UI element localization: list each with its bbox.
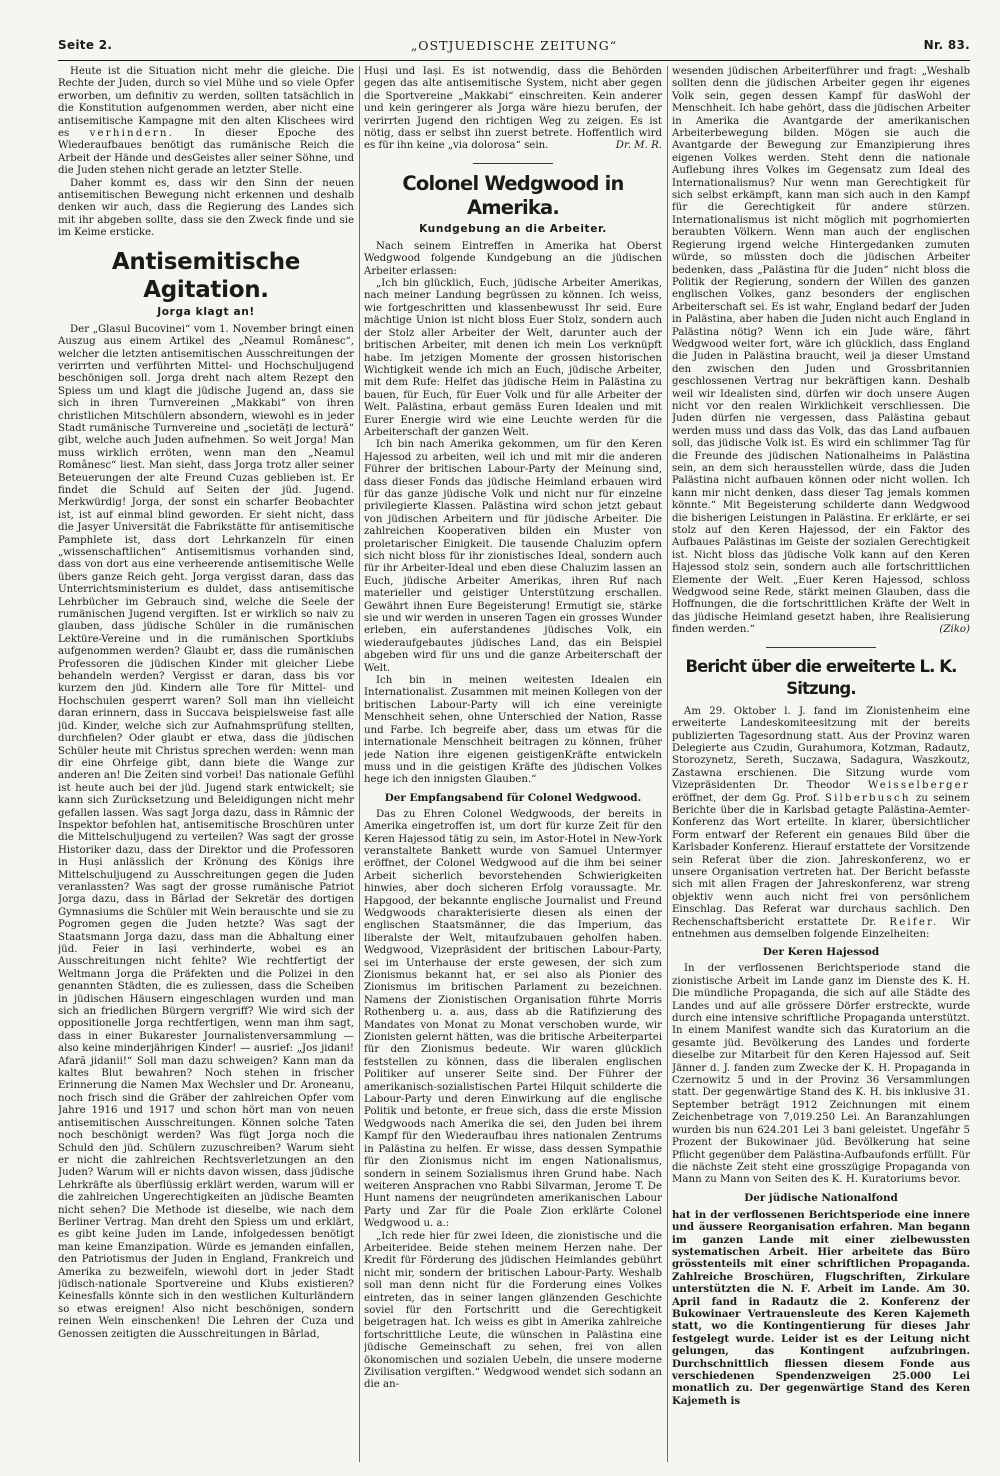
page-header — [58, 26, 970, 56]
column-rule-1 — [359, 66, 360, 1462]
separator — [473, 163, 553, 164]
headline-wedgwood: Colonel Wedgwood in Amerika. — [402, 171, 624, 219]
column-3 — [672, 66, 970, 1464]
paragraph: „Ich rede hier für zwei Ideen, die zionistische und die Arbeiteridee. Beide stehen meinem Herzen nahe. Der Kredit für Förderung des jüdischen Heimlandes gebührt nicht mir, sondern der britischen Labour-Party. Weshalb soll man denn nicht für die Forderung eines Volkes eintreten, das in seiner langen glänzenden Geschichte soviel für den Fortschritt und die Gerechtigkeit beigetragen hat. Ich weiss es gibt in Amerika zahlreiche fortschrittliche Leute, die wünschen in Palästina eine jüdische Gemeinschaft zu sehen, frei von allen ökonomischen und sozialen Uebeln, die unsere moderne Zivilisation vergiften.“ Wedgwood wendet sich sodann an die an- — [364, 1230, 662, 1391]
continued-paragraph: wesenden jüdischen Arbeiterführer und fragt: „Weshalb sollten denn die jüdischen Arbeiter gegen ihr eigenes Volk sein, gegen dessen Kampf für dasWohl der Menschheit. Ich habe gehört, dass die jüdischen Arbeiter in Amerika die Avantgarde der amerikanischen Arbeiterbewegung bilden. Mögen sie auch die Avantgarde der Bewegung zur Emanzipierung ihres eigenen Volkes werden. Steht denn die nationale Auflebung ihres Volkes im Gegensatz zum Ideal des Internationalismus? Nur wenn man Gerechtigkeit für sich selbst erkämpft, kann man sich auch in den Kampf für die Gerechtigkeit für andere stürzen. Internationalismus ist nicht möglich mit pogrhomierten beraubten Völkern. Wenn man auch der englischen Regierung irgend welche Hintergedanken zumuten würde, so müssten doch die jüdischen Arbeiter bedenken, dass „Palästina für die Juden“ nicht bloss die Politik der Regierung, sondern der Willen des ganzen englischen Volkes, ganz besonders der englischen Arbeiterschaft sei. Es ist wahr, England bedarf der Juden in Palästina, aber haben die Juden nicht auch England in Palästina nötig? Wenn ich ein Jude wäre, fährt Wedgwood weiter fort, wäre ich glücklich, dass England die Juden in Palästina braucht, weil ja dieser Umstand den zwischen den Juden und Grossbritannien geschlossenen Vertrag nur bekräftigen kann. Deshalb weil wir Idealisten sind, dürfen wir doch unsere Augen nicht vor den realen Wirklichkeit verschliessen. Die Juden dürfen nie vergessen, dass Palästina gebaut werden muss und dass das Volk, das das Land aufbauen soll, das jüdische Volk ist. Es wird ein schlimmer Tag für die Freunde des jüdischen Nationalheims in Palästina sein, an dem sich herausstellen würde, dass die Juden Palästina nicht aufbauen können oder nicht wollen. Ich kann mir nicht denken, dass dieser Tag jemals kommen könnte.“ Mit Begeisterung schilderte dann Wedgwood die bisherigen Leistungen in Palästina. Er erklärte, er sei stolz auf den Keren Hajessod, der ein Faktor des Aufbaues Palästinas im Geiste der sozialen Gerechtigkeit ist. Nicht bloss das jüdische Volk kann auf den Keren Hajessod stolz sein, sondern auch alle fortschrittlichen Elemente der Welt. „Euer Keren Hajessod, schloss Wedgwood seine Rede, stärkt meinen Glauben, dass die Hoffnungen, die die fortschrittlichen Kräfte der Welt in das jüdische Heimland gesetzt haben, ihre Realisierung finden werden.“ (Ziko) — [672, 66, 970, 636]
article-body: Der „Glasul Bucovinei“ vom 1. November bringt einen Auszug aus einem Artikel des „Neamul Românesc“, welcher die letzten antisemitischen Ausschreitungen der verirrten und verführten Mittel- und Hochschuljugend beschönigen soll. Jorga dreht nach altem Rezept den Spiess um und klagt die jüdische Jugend an, dass sie sich in ihren Turnvereinen „Makkabi“ von ihren christlichen Mitschülern absondern, wiewohl es in jeder Stadt rumänische Turnvereine und „societăți de lectură“ gibt, welche auch Juden aufnehmen. So weit Jorga! Man muss wirklich erröten, wenn man den „Neamul Românesc“ liest. Man sieht, dass Jorga trotz aller seiner Beteuerungen der alte Freund Cuzas geblieben ist. Er findet die Schuld auf Seiten der jüd. Jugend. Merkwürdig! Jorga, der sonst ein scharfer Beobachter ist, ist auf einmal blind geworden. Er sieht nicht, dass die Jasyer Universität die Fabrikstätte für antisemitische Pamphlete ist, dass dort Lehrkanzeln für einen „wissenschaftlichen“ Antisemitismus vorhanden sind, dass von dort aus eine verheerende antisemitische Welle übers ganze Reich geht. Jorga vergisst daran, dass das Unterrichtsministerium es duldet, dass antisemitische Lehrbücher im Gebrauch sind, welche die Seele der rumänischen Jugend vergiften. Ist er wirklich so naiv zu glauben, dass jüdische Schüler in die rumänischen Lektüre-Vereine und in die rumänischen Sportklubs aufgenommen werden? Glaubt er, dass die rumänischen Professoren die jüdischen Kinder mit gleicher Liebe behandeln werden? Vergisst er daran, dass bis vor kurzem den jüd. Kindern alle Tore für Mittel- und Hochschulen gesperrt waren? Soll man ihn vielleicht daran erinnern, dass in Succava beispielsweise fast alle jüd. Kinder, welche sich zur Aufnahmsprüfung stellten, durchfielen? Oder glaubt er etwa, dass die jüdischen Schüler heute mit Christus sprechen werden: wenn man dir eine Ohrfeige gibt, dann biete die Wange zur anderen an! Die Zeiten sind vorbei! Das nationale Gefühl ist heute auch bei der jüd. Jugend stark entwickelt; sie kann sich Zurücksetzung und Beleidigungen nicht mehr gefallen lassen. Was sagt Jorga dazu, dass in Râmnic der Inspektor befohlen hat, antisemitische Broschüren unter die Mittelschuljugend zu verteilen? Was sagt der grosse Historiker dazu, dass der Direktor und die Professoren in Huși anlässlich der Krönung des Königs ihre Mittelschuljugend zu Ausschreitungen gegen die Juden veranlassten? Was sagt der grosse rumänische Patriot Jorga dazu, dass in Bârlad der Sekretär des dortigen Gymnasiums die Schüler mit Wein berauschte und sie zu Pogromen gegen die Juden hetzte? Was sagt der Staatsmann Jorga dazu, dass man die Abhaltung einer jüd. Feier in Iași verhinderte, wobei es an Ausschreitungen nicht fehlte? Wie rechtfertigt der Weltmann Jorga die Präfekten und die Polizei in den genannten Städten, die es zuliessen, dass die Scheiben in jüdischen Häusern eingeschlagen wurden und man sich an friedlichen Bürgern vergriff? Wie wird sich der oppositionelle Jorga rechtfertigen, wenn man ihm sagt, dass in einer Bukarester Journalistenversammlung — also keine minderjährigen Kinder! — ausrief: „Jos jidani! Afară jidanii!“ Soll man dazu schweigen? Kann man da kaltes Blut bewahren? Noch stehen in frischer Erinnerung die Namen Max Wechsler und Dr. Aroneanu, noch frisch sind die Gräber der zahlreichen Opfer vom Jahre 1916 und 1917 und schon hört man von neuen antisemitischen Ausschreitungen. Können solche Taten noch beschönigt werden? Was fügt Jorga noch die Schuld den jüd. Schülern zuzuschreiben? Warum sieht er nicht die zahlreichen Rechtsverletzungen an den Juden? Warum will er nichts davon wissen, dass jüdische Lehrkräfte als überflüssig erklärt werden, warum will er die zahlreichen Ungerechtigkeiten an jüdische Beamten nicht sehen? Die Methode ist dieselbe, wie nach dem Berliner Vertrag. Man dreht den Spiess um und erklärt, es gibt keine Juden im Lande, infolgedessen benötigt man keine Emanzipation. Würde es jemanden einfallen, den Patriotismus der Juden in England, Frankreich und Amerika zu bezweifeln, wiewohl dort in jeder Stadt jüdisch-nationale Sportvereine und Klubs existieren? Keinesfalls könnte sich in den westlichen Kulturländern so etwas ereignen! Also nicht beschönigen, sondern reinen Wein einschenken! Die Lehren der Cuza und Genossen zeitigten die Ausschreitungen in Bârlad, — [58, 323, 354, 1340]
intro-paragraph-2: Daher kommt es, dass wir den Sinn der neuen antisemitischen Bewegung nicht erkennen und deshalb denken wir auch, dass die Regierung des Landes sich mit ihr abgeben sollte, dass sie den Zweck finde und sie im Keime ersticke. — [58, 177, 354, 239]
subhead-kundgebung: Kundgebung an die Arbeiter. — [419, 222, 607, 235]
headline-antisemitische-agitation: Antisemitische Agitation. — [111, 248, 301, 303]
continued-paragraph: Huși und Iași. Es ist notwendig, dass die Behörden gegen das alte antisemitische System, nicht aber gegen die Sportvereine „Makkabi“ einschreiten. Kein anderer und kein geringerer als Jorga wäre hiezu berufen, der verirrten Jugend den richtigen Weg zu zeigen. Es ist nötig, dass er selbst ihn zuerst betrete. Hoffentlich wird es für ihn keine „via dolorosa“ sein. Dr. M. R. — [364, 66, 662, 152]
subhead-empfangsabend: Der Empfangsabend für Colonel Wedgwood. — [384, 791, 642, 804]
signature: (Ziko) — [939, 624, 970, 636]
header-rule — [58, 60, 970, 61]
paragraph: Ich bin in meinen weitesten Idealen ein Internationalist. Zusammen mit meinen Kollegen von der britischen Labour-Party will ich eine vereinigte Menschheit sehen, ohne Unterschied der Nation, Rasse und Farbe. Ich begreife aber, dass um etwas für die internationale Menschheit beitragen zu können, früher jede Nation ihre eigenen geistigenKräfte entwickeln muss und in die geistigen Kräfte des jüdischen Volkes hege ich den innigsten Glauben.“ — [364, 675, 662, 786]
column-2 — [364, 66, 662, 1464]
paragraph: Nach seinem Eintreffen in Amerika hat Oberst Wedgwood folgende Kundgebung an die jüdischen Arbeiter erlassen: — [364, 240, 662, 277]
intro-paragraph-1: Heute ist die Situation nicht mehr die gleiche. Die Rechte der Juden, durch so viel Mühe und so viele Opfer erworben, um definitiv zu werden, sollten tatsächlich in die Konstitution aufgenommen werden, aber nicht eine antisemitische Kampagne mit den alten Klischees wird es verhindern. In dieser Epoche des Wiederaufbaues benötigt das rumänische Reich die Arbeit der Hände und desGeistes aller seiner Söhne, und die Juden stehen nicht gerade an letzter Stelle. — [58, 66, 354, 177]
paragraph: „Ich bin glücklich, Euch, jüdische Arbeiter Amerikas, nach meiner Landung begrüssen zu können. Ich weiss, wie fortgeschritten und klassenbewusst Ihr seid. Eure mächtige Union ist nicht bloss Euer Stolz, sondern auch der Stolz aller Arbeiter der Welt, darunter auch der britischen Arbeiter, mit denen ich mein Los verknüpft habe. Im jetzigen Momente der grossen historischen Wichtigkeit wende ich mich an Euch, jüdische Arbeiter, mit dem Rufe: Helfet das jüdische Heim in Palästina zu bauen, für Euch, für Euer Volk und für alle Arbeiter der Welt. Palästina, erbaut gemäss Euren Idealen und mit Eurer Energie wird wie eine Leuchte werden für die Arbeiterschaft der ganzen Welt. — [364, 278, 662, 438]
paragraph: hat in der verflossenen Berichtsperiode eine innere und äussere Reorganisation erfahren. Man begann im ganzen Lande mit einer zielbewussten systematischen Arbeit. Hier arbeitete das Büro grösstenteils mit einer schriftlichen Propaganda. Zahlreiche Broschüren, Flugschriften, Zirkulare unterstützten die N. F. Arbeit im Lande. Am 30. April fand in Radautz die 2. Konferenz der Bukowinaer Vertrauensleute des Keren Kajemeth statt, wo die Kontingentierung für dieses Jahr festgelegt wurde. Leider ist es der Leitung nicht gelungen, das Kontingent aufzubringen. Durchschnittlich fliessen diesem Fonde aus verschiedenen Spendenzweigen 25.000 Lei monatlich zu. Der gegenwärtige Stand des Keren Kajemeth is — [672, 1208, 970, 1407]
page-number: Seite 2. — [58, 38, 113, 52]
issue-number: Nr. 83. — [923, 38, 970, 52]
column-rule-2 — [667, 66, 668, 1462]
column-1 — [58, 66, 354, 1464]
separator — [766, 647, 876, 648]
headline-bericht: Bericht über die erweiterte L. K. Sitzung. — [685, 656, 957, 698]
paragraph: In der verflossenen Berichtsperiode stand die zionistische Arbeit im Lande ganz im Dienste des K. H. Die mündliche Propaganda, die sich auf alle Städte des Landes und auf alle grössere Dörfer erstreckte, wurde durch eine intensive schriftliche Propaganda unterstützt. In einem Manifest wandte sich das Kuratorium an die gesamte jüd. Bevölkerung des Landes und forderte dieselbe zur Mitarbeit für den Keren Hajessod auf. Seit Jänner d. J. fanden zum Zwecke der K. H. Propaganda in Czernowitz 5 und in der Provinz 36 Versammlungen statt. Der gegenwärtige Stand des K. H. bis inklusive 31. September beträgt 1912 Zeichnungen mit einem Zeichenbetrage von 7,019.250 Lei. An Baranzahlungen wurden bis nun 624.201 Lei 3 bani geleistet. Ungefähr 5 Prozent der Bukowinaer jüd. Bevölkerung hat seine Pflicht gegenüber dem Palästina-Aufbaufonds erfüllt. Für die nächste Zeit steht eine grosszügige Propaganda von Mann zu Mann von Seiten des K. H. Kuratoriums bevor. — [672, 963, 970, 1186]
newspaper-title: „OSTJUEDISCHE ZEITUNG“ — [410, 38, 618, 53]
subhead-keren-hajessod: Der Keren Hajessod — [762, 946, 880, 959]
report-intro: Am 29. Oktober l. J. fand im Zionistenheim eine erweiterte Landeskomiteesitzung mit der bereits publizierten Tagesordnung statt. Aus der Provinz waren Delegierte aus Czudin, Gurahumora, Kotzman, Radautz, Storozynetz, Sereth, Suczawa, Sadagura, Waszkoutz, Zastawna erschienen. Die Sitzung wurde vom Vizepräsidenten Dr. Theodor Weisselberger eröffnet, der dem Gg. Prof. Silberbusch zu seinem Berichte über die in Karlsbad getagte Palästina-Aemter-Konferenz das Wort erteilte. In klarer, übersichtlicher Form entwarf der Referent ein genaues Bild über die Karlsbader Konferenz. Hierauf erstattete der Vorsitzende sein Referat über die zion. Jahreskonferenz, wo er unsere Organisation vertreten hat. Der Bericht befasste sich mit allen Fragen der Jahreskonferenz, war streng objektiv wenn auch nicht frei von persönlichem Einschlag. Das Referat war durchaus sachlich. Den Rechenschaftsbericht erstattete Dr. Reifer. Wir entnehmen aus demselben folgende Einzelheiten: — [672, 705, 970, 940]
subhead-nationalfond: Der jüdische Nationalfond — [744, 1191, 898, 1204]
paragraph: Ich bin nach Amerika gekommen, um für den Keren Hajessod zu arbeiten, weil ich und mit mir die anderen Führer der britischen Labour-Party der Meinung sind, dass dieser Fonds das jüdische Heimland erbauen wird für das ganze jüdische Volk und nicht nur für einzelne privilegierte Klassen. Palästina wird schon jetzt gebaut von jüdischen Arbeitern und für jüdische Arbeiter. Die zahlreichen Kooperativen bilden ein Muster von proletarischer Einigkeit. Die tausende Chaluzim opfern sich nicht bloss für ihr zionistisches Ideal, sondern auch für ihr Arbeiter-Ideal und eben diese Chaluzim lassen an Euch, jüdische Arbeiter Amerikas, ihren Ruf nach materieller und geistiger Unterstützung erschallen. Gewährt ihnen Eure Begeisterung! Ermutigt sie, stärke sie und wir werden in unseren Tagen ein grosses Wunder erleben, ein auferstandenes jüdisches Volk, ein wiederaufgebautes jüdisches Land, das ein Beispiel abgeben wird für uns und die ganze Arbeiterschaft der Welt. — [364, 439, 662, 674]
signature: Dr. M. R. — [615, 140, 662, 152]
paragraph: Das zu Ehren Colonel Wedgwoods, der bereits in Amerika eingetroffen ist, um dort für kurze Zeit für den Keren Hajessod tätig zu sein, im Astor-Hotel in New-York veranstaltete Bankett wurde von Samuel Untermyer eröffnet, der Colonel Wedgwood auf die ihm bei seiner Arbeit sicherlich bevorstehenden Schwierigkeiten hinwies, aber doch sicheren Erfolg voraussagte. Mr. Hapgood, der bekannte englische Journalist und Freund Wedgwoods charakterisierte diesen als einen der englischen Staatsmänner, die das Imperium, das liberalste der Welt, mitaufzubauen geholfen haben. Wedgwood, Vizepräsident der britischen Labour-Party, sei im Unterhause der erste gewesen, der sich zum Zionismus bekannt hat, er sei also als Pionier des Zionismus im britischen Parlament zu bezeichnen. Namens der Zionistischen Organisation führte Morris Rothenberg u. a. aus, dass ab die Ratifizierung des Mandates von Monat zu Monat verschoben wurde, wir Zionisten gelernt hätten, was die britische Arbeiterpartei für den Zionismus bedeute. Wir waren glücklich feststellen zu können, dass die liberalen englischen Politiker auf unserer Seite sind. Der Führer der amerikanisch-sozialistischen Partei Hilquit schilderte die Labour-Party und deren Einwirkung auf die englische Politik und betonte, er freue sich, dass die erste Mission Wedgwoods nach Amerika die sei, den Juden bei ihrem Kampf für den Wiederaufbau ihres nationalen Zentrums in Palästina zu helfen. Er wisse, dass dessen Sympathie für den Zionismus nicht im engen Nationalismus, sondern in seinem Sozialismus ihren Grund habe. Nach weiteren Ansprachen vno Rabbi Silvarman, Jerome T. De Hunt namens der neugründeten amerikanischen Labour Party und Zar für die Poale Zion erklärte Colonel Wedgwood u. a.: — [364, 808, 662, 1230]
subhead-jorga: Jorga klagt an! — [157, 305, 255, 318]
